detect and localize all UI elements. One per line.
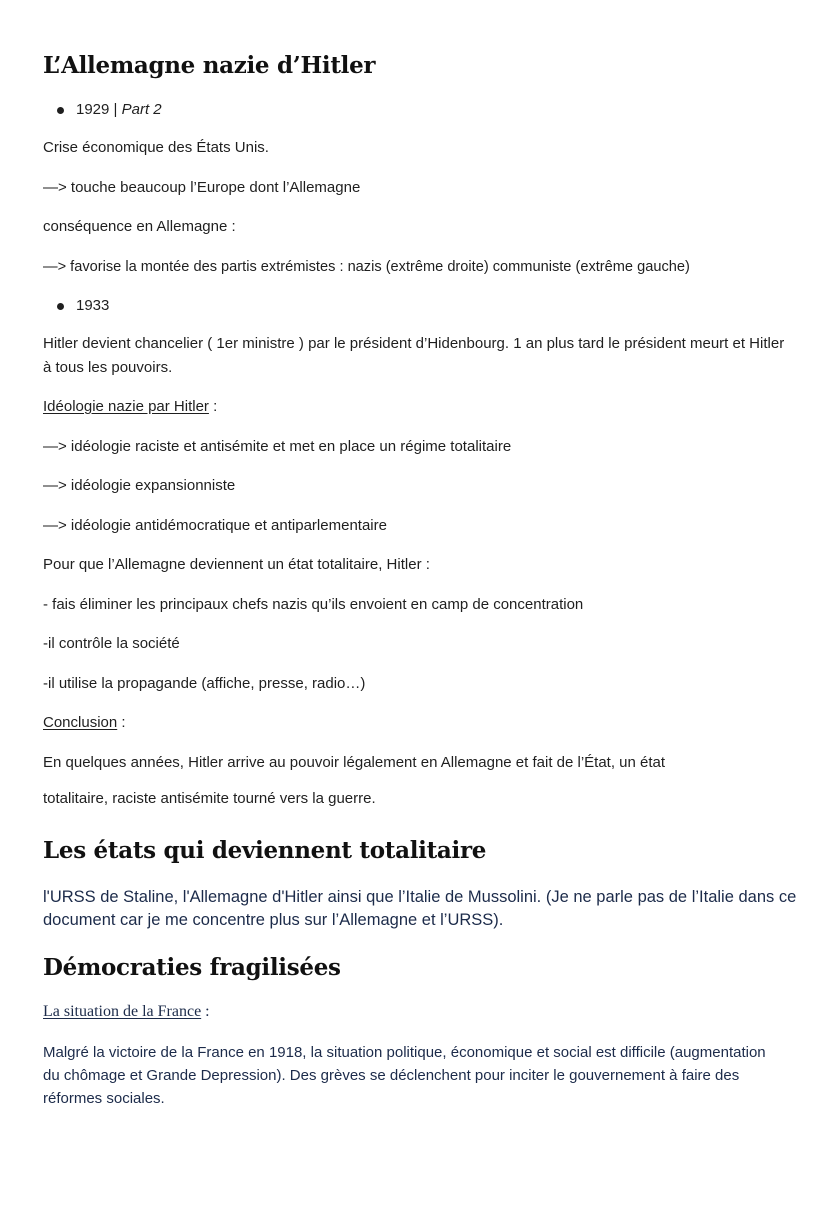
section-title-allemagne-nazie: L’Allemagne nazie d’Hitler [43, 52, 376, 79]
paragraph: Malgré la victoire de la France en 1918, la situation politique, économique et social est difficile (augmentation du chômage et Grande Depression). Des grèves se déclenchent pour inciter le gouvernement à faire des réformes sociales. [43, 1044, 766, 1107]
paragraph: Hitler devient chancelier ( 1er ministre ) par le président d’Hidenbourg. 1 an plus tard le président meurt et Hitler à tous les pouvoirs. [43, 335, 785, 376]
paragraph: totalitaire, raciste antisémite tourné vers la guerre. [43, 790, 376, 807]
bullet-dot [57, 107, 64, 114]
paragraph: —> touche beaucoup l’Europe dont l’Allemagne [43, 179, 361, 196]
part-label: Part 2 [121, 101, 162, 118]
paragraph: Crise économique des États Unis. [43, 139, 269, 156]
paragraph: conséquence en Allemagne : [43, 218, 236, 235]
section-title-democraties: Démocraties fragilisées [43, 954, 341, 981]
ideology-label: Idéologie nazie par Hitler [43, 398, 209, 415]
paragraph: —> favorise la montée des partis extrémistes : nazis (extrême droite) communiste (extrême gauche) [43, 259, 690, 275]
paragraph: l'URSS de Staline, l'Allemagne d'Hitler ainsi que l’Italie de Mussolini. (Je ne parle pas de l’Italie dans ce document car je me concentre plus sur l’Allemagne et l’URSS). [43, 888, 797, 929]
conclusion-heading: Conclusion : [43, 714, 126, 731]
subheading-france: La situation de la France : [43, 1003, 210, 1020]
bullet-1933: 1933 [76, 297, 110, 314]
conclusion-label: Conclusion [43, 714, 118, 731]
ideology-heading: Idéologie nazie par Hitler : [43, 398, 218, 415]
list-item: -il utilise la propagande (affiche, presse, radio…) [43, 675, 366, 692]
paragraph: En quelques années, Hitler arrive au pouvoir légalement en Allemagne et fait de l’État, un état [43, 754, 666, 771]
list-item: —> idéologie raciste et antisémite et met en place un régime totalitaire [43, 438, 512, 455]
list-item: —> idéologie antidémocratique et antiparlementaire [43, 517, 387, 534]
bullet-dot [57, 303, 64, 310]
list-item: - fais éliminer les principaux chefs nazis qu’ils envoient en camp de concentration [43, 596, 584, 613]
bullet-1929: 1929 | Part 2 [76, 101, 162, 118]
section-title-etats-totalitaires: Les états qui deviennent totalitaire [43, 837, 487, 864]
list-item: —> idéologie expansionniste [43, 477, 236, 494]
paragraph: Pour que l’Allemagne deviennent un état totalitaire, Hitler : [43, 556, 430, 573]
france-label: La situation de la France [43, 1003, 202, 1020]
list-item: -il contrôle la société [43, 635, 180, 652]
